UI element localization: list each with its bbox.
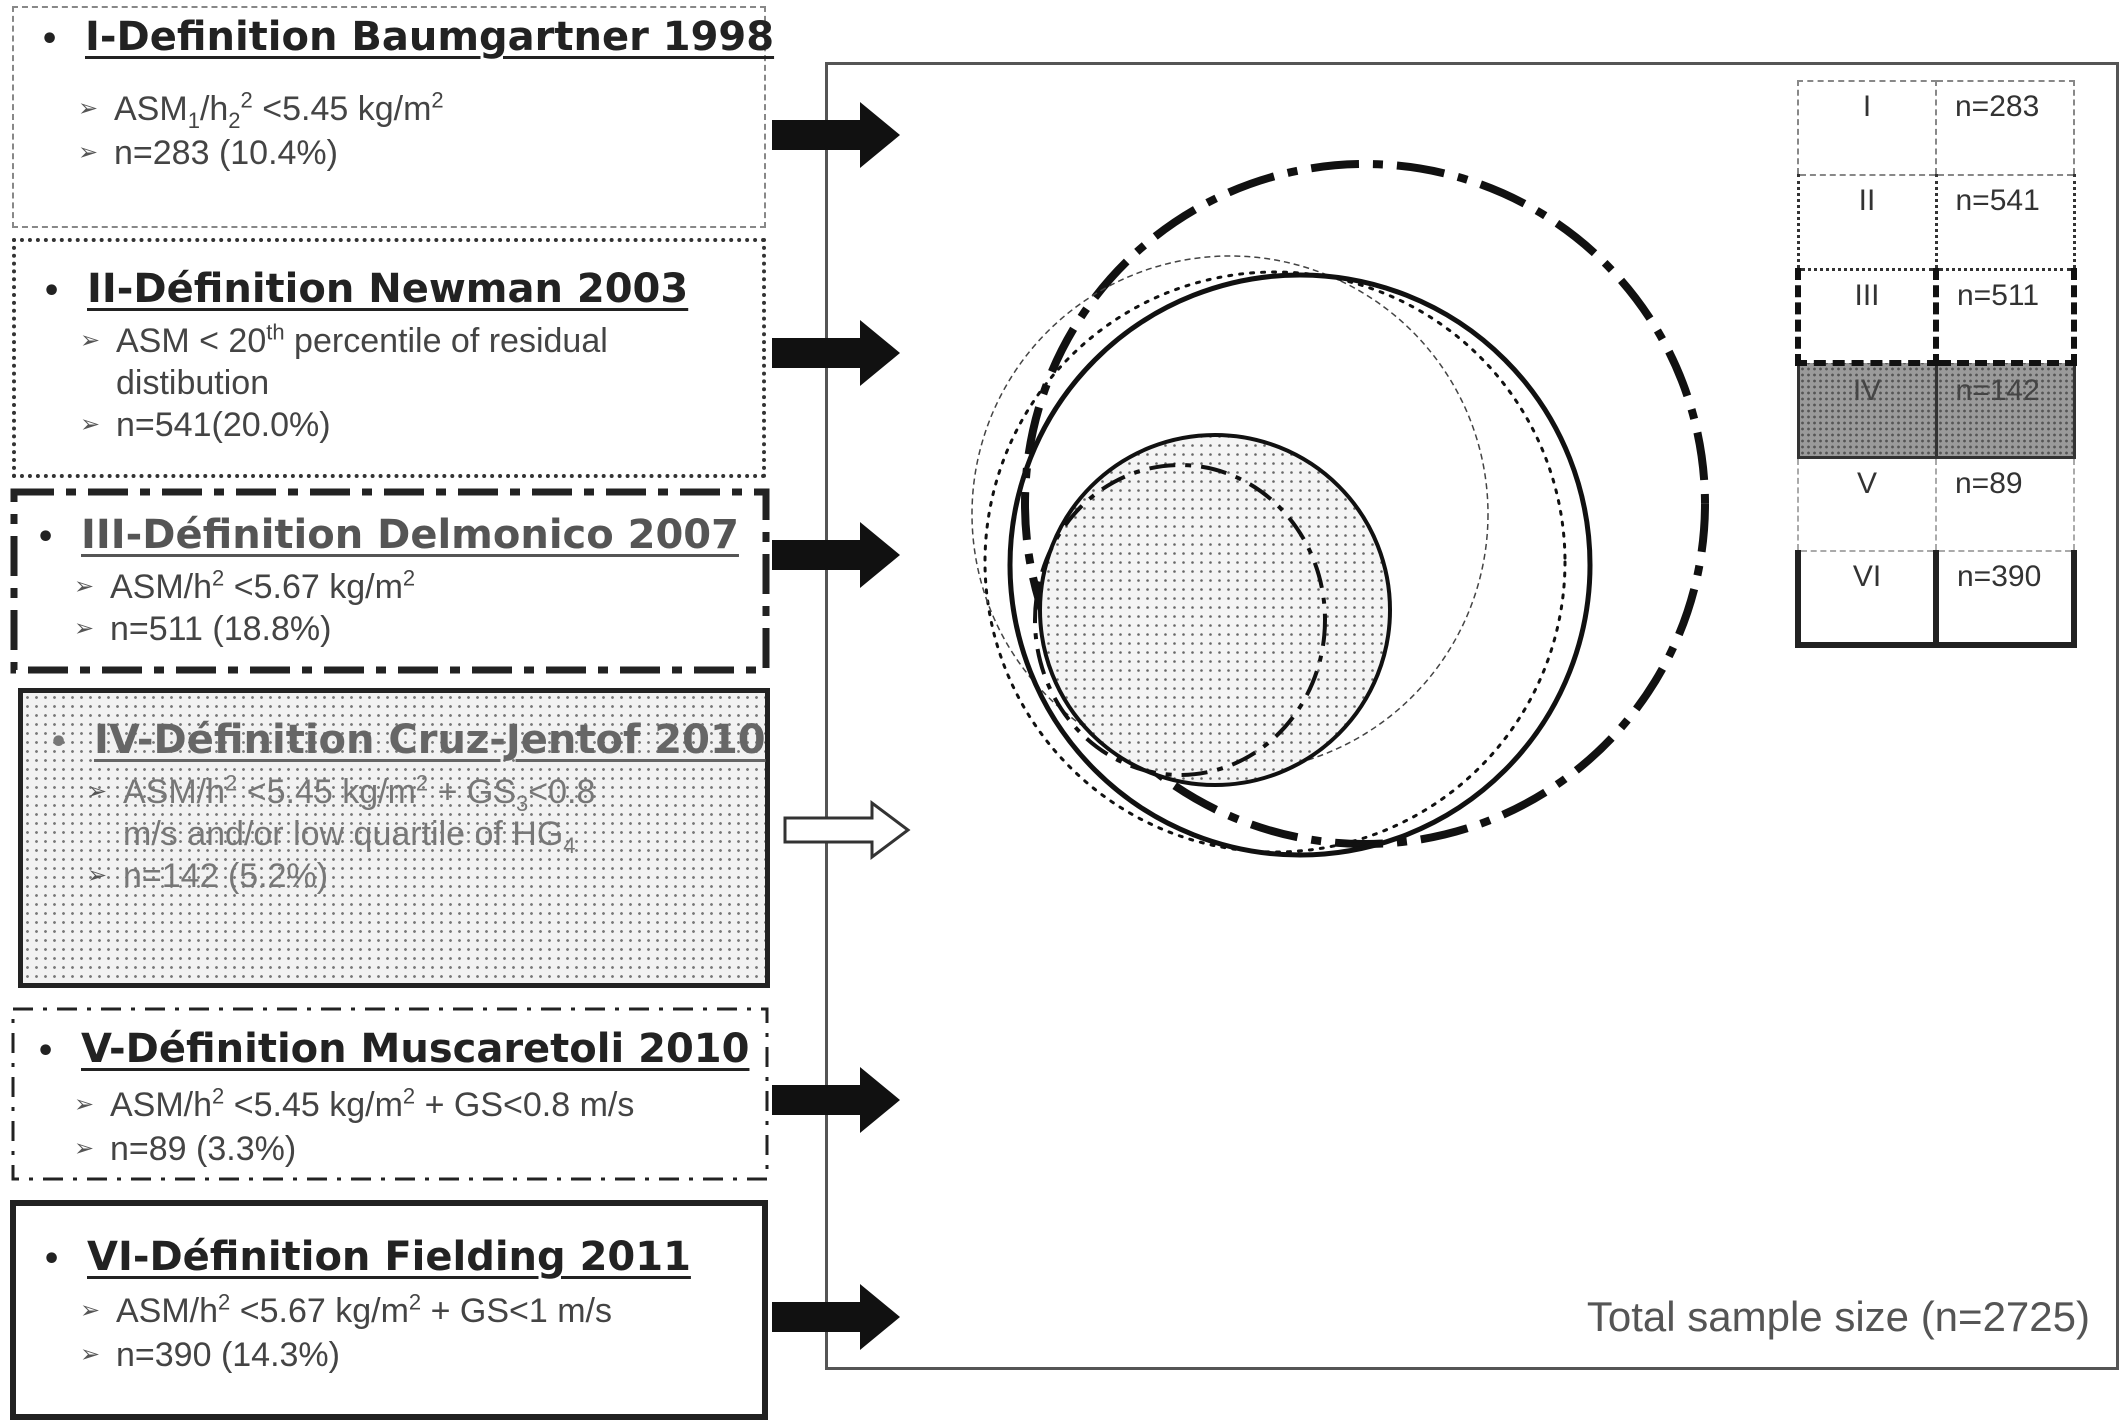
arrow-bullet-icon: ➢ xyxy=(87,862,108,889)
arrow-bullet-icon: ➢ xyxy=(80,1297,101,1324)
definition-4-title: IV-Définition Cruz-Jentof 2010 xyxy=(94,717,766,763)
definition-3-criterion: ➢ ASM/$h^2 <5.67$ $kg/m^2$ xyxy=(74,565,416,606)
definition-1-title: I-Definition Baumgartner 1998 xyxy=(85,14,775,60)
legend-row-iii xyxy=(1798,269,2074,363)
arrow-bullet-icon: ➢ xyxy=(74,573,95,600)
definition-1-count: ➢ n=283 (10.4%) xyxy=(78,134,338,172)
legend-roman: V xyxy=(1798,457,1936,551)
arrow-bullet-icon: ➢ xyxy=(80,411,101,438)
legend-row-iv xyxy=(1798,363,2074,457)
arrow-right-icon xyxy=(772,1284,900,1350)
definition-1-criterion: ➢ $ASM_1/h_2^2 <5.45$ $kg/m^2$ xyxy=(78,87,444,133)
definition-6-criterion: ➢ ASM/$h^2 <5.67$ $kg/m^2 + GS<1$ m/s xyxy=(80,1289,613,1330)
definition-6-count: ➢ n=390 (14.3%) xyxy=(80,1336,340,1374)
legend-count: n=283 xyxy=(1936,81,2074,175)
arrow-bullet-icon: ➢ xyxy=(78,139,99,166)
arrow-bullet-icon: ➢ xyxy=(74,1135,95,1162)
legend-count: n=541 xyxy=(1936,175,2074,269)
legend-roman: I xyxy=(1798,81,1936,175)
definition-4-count: ➢ n=142 (5.2%) xyxy=(87,857,329,895)
venn-circle-iv xyxy=(1040,435,1390,785)
arrow-outline-right-icon xyxy=(785,803,908,857)
arrow-bullet-icon: ➢ xyxy=(80,327,101,354)
legend-row-v xyxy=(1798,457,2074,551)
definition-3-title: III-Définition Delmonico 2007 xyxy=(81,512,739,558)
legend-row-i xyxy=(1798,81,2074,175)
arrow-right-icon xyxy=(772,522,900,588)
definition-3-count: ➢ n=511 (18.8%) xyxy=(74,610,332,648)
definition-4-criterion: ➢ ASM/$h^2 <5.45$ $kg/m^2 + GS_3<0.8$ xyxy=(87,770,596,816)
bullet-dot: • xyxy=(49,724,69,760)
legend-count: n=511 xyxy=(1936,269,2074,363)
definition-6-title: VI-Définition Fielding 2011 xyxy=(87,1234,691,1280)
arrow-right-icon xyxy=(772,320,900,386)
definition-5-count: ➢ n=89 (3.3%) xyxy=(74,1130,297,1168)
definition-2-criterion: ➢ ASM < 20th percentile of residual xyxy=(80,319,608,360)
legend-row-vi xyxy=(1798,551,2074,645)
arrow-right-icon xyxy=(772,1067,900,1133)
definition-5-criterion: ➢ ASM/$h^2 <5.45$ $kg/m^2 + GS<0.8$ m/s xyxy=(74,1083,635,1124)
definition-2-title: II-Définition Newman 2003 xyxy=(87,266,689,312)
legend-roman: II xyxy=(1798,175,1936,269)
bullet-dot: • xyxy=(42,1241,62,1277)
bullet-dot: • xyxy=(36,519,56,555)
definition-4-criterion-cont: m/s and/or low quartile of $HG_4$ xyxy=(123,815,576,858)
arrow-bullet-icon: ➢ xyxy=(74,615,95,642)
arrow-bullet-icon: ➢ xyxy=(78,95,99,122)
legend-count: n=89 xyxy=(1936,457,2074,551)
definition-2-criterion-cont: distibution xyxy=(116,364,270,402)
legend-table xyxy=(1795,80,2077,648)
legend-roman: VI xyxy=(1798,551,1936,645)
legend-roman: IV xyxy=(1798,363,1936,457)
legend-count: n=390 xyxy=(1936,551,2074,645)
total-sample-size-label: Total sample size (n=2725) xyxy=(1586,1293,2090,1340)
bullet-dot: • xyxy=(42,273,62,309)
legend-roman: III xyxy=(1798,269,1936,363)
arrow-bullet-icon: ➢ xyxy=(74,1091,95,1118)
definition-2-count: ➢ n=541(20.0%) xyxy=(80,406,331,444)
arrow-bullet-icon: ➢ xyxy=(80,1341,101,1368)
definition-5-title: V-Définition Muscaretoli 2010 xyxy=(81,1026,750,1072)
arrow-right-icon xyxy=(772,102,900,168)
arrow-bullet-icon: ➢ xyxy=(87,778,108,805)
legend-count: n=142 xyxy=(1936,363,2074,457)
bullet-dot: • xyxy=(36,1033,56,1069)
legend-row-ii xyxy=(1798,175,2074,269)
bullet-dot: • xyxy=(40,21,60,57)
